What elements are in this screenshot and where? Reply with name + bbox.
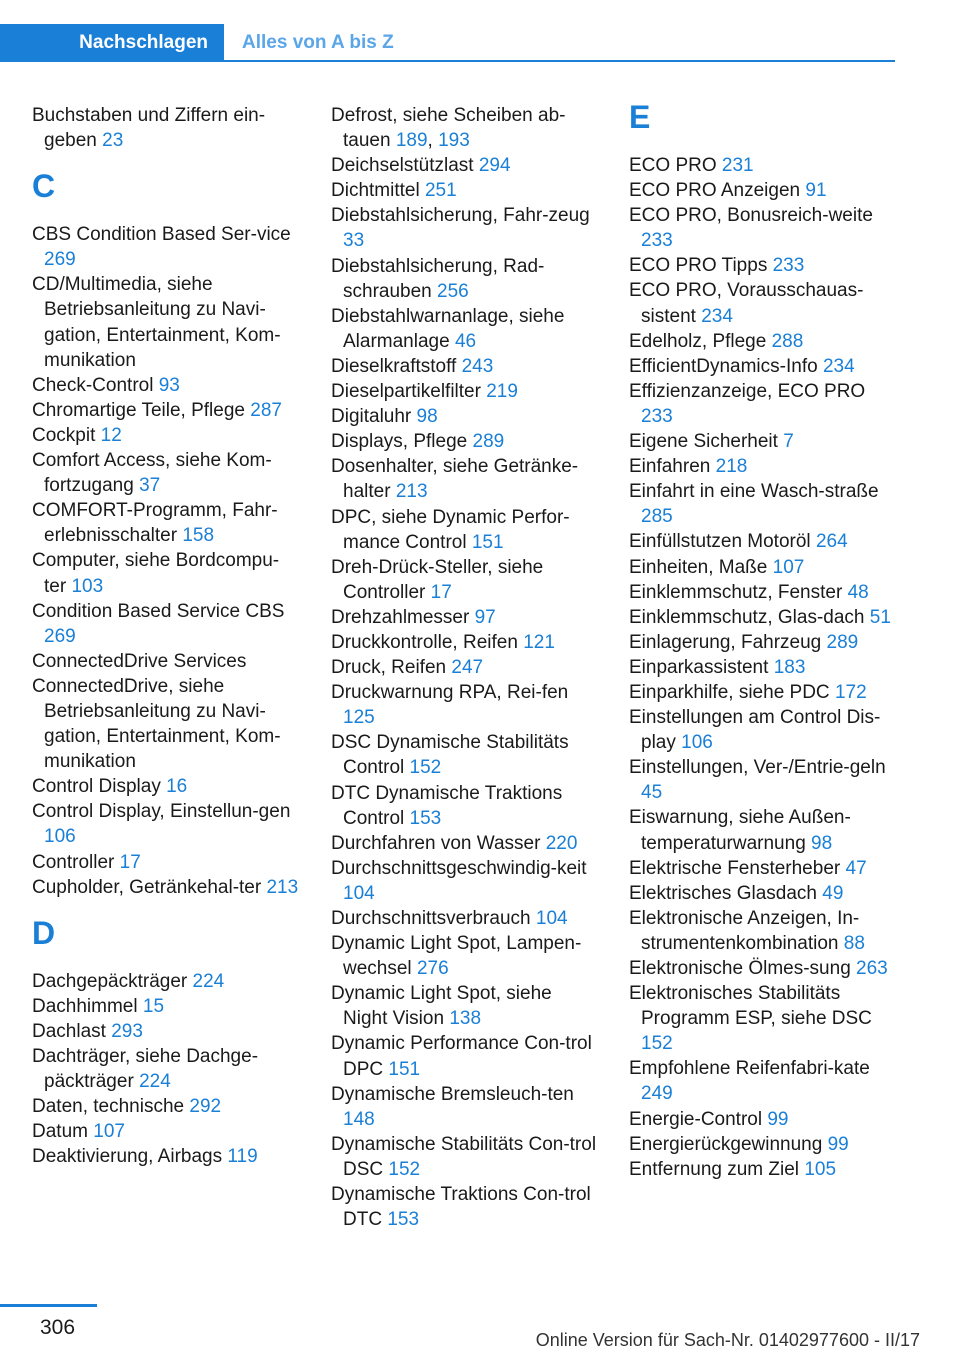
entry-term: Edelholz, Pflege bbox=[629, 330, 767, 352]
index-entry bbox=[331, 555, 599, 605]
entry-term: Dosenhalter, siehe Getränke-halter bbox=[331, 456, 579, 503]
index-entry bbox=[32, 1144, 300, 1169]
page-link[interactable]: 243 bbox=[461, 355, 494, 377]
page-link[interactable]: 213 bbox=[395, 481, 428, 503]
page-link[interactable]: 119 bbox=[227, 1146, 258, 1168]
page-link[interactable]: 151 bbox=[388, 1058, 421, 1080]
entry-term: Druckkontrolle, Reifen bbox=[331, 631, 518, 653]
page-link[interactable]: 247 bbox=[451, 657, 484, 679]
index-entry bbox=[629, 605, 897, 630]
entry-term: Controller bbox=[32, 851, 115, 873]
index-entry bbox=[331, 856, 599, 906]
page-link[interactable]: 292 bbox=[189, 1096, 222, 1118]
online-version-note: Online Version für Sach-Nr. 01402977600 - II/17 bbox=[535, 1330, 920, 1350]
page-link[interactable]: 233 bbox=[641, 405, 673, 427]
entry-term: Dichtmittel bbox=[331, 180, 420, 202]
index-entry bbox=[32, 423, 300, 448]
tab-nachschlagen[interactable]: Nachschlagen bbox=[0, 24, 224, 62]
page-link[interactable]: 107 bbox=[93, 1121, 125, 1143]
page-link[interactable]: 104 bbox=[535, 908, 568, 929]
index-entry bbox=[331, 454, 599, 504]
entry-term: Elektronische Anzeigen, In-strumentenkombination bbox=[629, 907, 860, 954]
entry-term: Druckwarnung RPA, Rei-fen bbox=[331, 682, 569, 704]
entry-term: Einfüllstutzen Motoröl bbox=[629, 531, 811, 553]
entry-term: Control Display bbox=[32, 776, 161, 798]
index-entry bbox=[32, 398, 300, 423]
entry-term: Defrost, siehe Scheiben ab-tauen bbox=[331, 105, 566, 152]
entry-term: DTC Dynamische Traktions Control bbox=[331, 782, 563, 829]
index-entry bbox=[629, 956, 897, 981]
page-link[interactable]: 138 bbox=[449, 1008, 482, 1030]
entry-term: Entfernung zum Ziel bbox=[629, 1158, 800, 1180]
page-link[interactable]: 287 bbox=[250, 399, 282, 421]
entry-term: Dynamische Traktions Con-trol DTC bbox=[331, 1184, 591, 1231]
page-link[interactable]: 7 bbox=[783, 431, 794, 453]
index-entry bbox=[32, 774, 300, 799]
page-link[interactable]: 256 bbox=[437, 280, 469, 302]
index-entry bbox=[331, 981, 599, 1031]
entry-term: Eiswarnung, siehe Außen-temperaturwarnung bbox=[629, 807, 851, 854]
index-entry bbox=[629, 655, 897, 680]
entry-term: Dieselkraftstoff bbox=[331, 355, 457, 377]
page-link[interactable]: 269 bbox=[44, 625, 76, 647]
page-link[interactable]: 189 bbox=[395, 130, 428, 152]
index-entry bbox=[629, 1132, 897, 1157]
index-entry bbox=[331, 379, 599, 404]
index-entry: Defrost, siehe Scheiben ab-tauen 189, 193 bbox=[331, 105, 566, 152]
page-link[interactable]: 15 bbox=[142, 995, 165, 1017]
entry-term: Deichselstützlast bbox=[331, 155, 474, 177]
index-entry bbox=[331, 1031, 599, 1081]
page-link[interactable]: 12 bbox=[100, 424, 122, 446]
index-entry bbox=[331, 906, 599, 931]
index-entry bbox=[331, 203, 599, 253]
page-link[interactable]: 233 bbox=[772, 255, 805, 277]
index-column-1 bbox=[32, 103, 300, 1169]
page-link[interactable]: 106 bbox=[44, 826, 76, 848]
index-entry bbox=[629, 379, 897, 429]
entry-term: Chromartige Teile, Pflege bbox=[32, 399, 245, 421]
entry-term: Einfahren bbox=[629, 456, 711, 478]
entry-term: Comfort Access, siehe Kom-fortzugang bbox=[32, 450, 272, 497]
page-link[interactable]: 151 bbox=[471, 531, 504, 553]
index-entry bbox=[32, 994, 300, 1019]
index-entry bbox=[629, 1107, 897, 1132]
index-entry bbox=[629, 253, 897, 278]
page-link[interactable]: 231 bbox=[721, 155, 754, 176]
index-entry bbox=[629, 881, 897, 906]
index-entry bbox=[32, 1019, 300, 1044]
page-link[interactable]: 46 bbox=[454, 330, 477, 352]
index-entry bbox=[629, 1157, 897, 1182]
page-link[interactable]: 99 bbox=[827, 1133, 849, 1155]
entry-term: Durchschnittsverbrauch bbox=[331, 908, 531, 929]
entry-term: Dynamische Stabilitäts Con-trol DSC bbox=[331, 1133, 597, 1180]
index-entry bbox=[331, 178, 599, 203]
page-link[interactable]: 264 bbox=[815, 531, 848, 553]
page-link[interactable]: 33 bbox=[343, 230, 365, 252]
index-entry bbox=[629, 329, 897, 354]
page-link[interactable]: 153 bbox=[409, 807, 442, 829]
index-entry bbox=[629, 805, 897, 855]
index-entry bbox=[629, 454, 897, 479]
page-link[interactable]: 104 bbox=[343, 882, 375, 904]
entry-term: Elektrisches Glasdach bbox=[629, 882, 817, 904]
index-entry bbox=[331, 655, 599, 680]
entry-term: Effizienzanzeige, ECO PRO bbox=[629, 380, 866, 402]
page-link[interactable]: 219 bbox=[486, 381, 518, 403]
page-header bbox=[0, 24, 895, 62]
page-link[interactable]: 153 bbox=[387, 1209, 420, 1231]
index-entry bbox=[32, 674, 300, 774]
entry-term: Diebstahlsicherung, Fahr-zeug bbox=[331, 205, 590, 227]
page-link[interactable]: 45 bbox=[641, 782, 663, 804]
index-entry bbox=[32, 272, 300, 372]
page-link[interactable]: 105 bbox=[804, 1158, 837, 1180]
section-letter: E bbox=[629, 99, 651, 135]
entry-term: Dachlast bbox=[32, 1020, 106, 1042]
index-entry bbox=[331, 630, 599, 655]
page-link[interactable]: 88 bbox=[843, 932, 865, 954]
entry-term: Dynamic Light Spot, Lampen-wechsel bbox=[331, 933, 582, 980]
page-link[interactable]: 249 bbox=[641, 1083, 673, 1105]
index-entry bbox=[331, 1132, 599, 1182]
index-entry bbox=[331, 931, 599, 981]
entry-term: Dieselpartikelfilter bbox=[331, 381, 481, 403]
index-entry bbox=[629, 429, 897, 454]
entry-term: Einfahrt in eine Wasch-straße bbox=[629, 481, 879, 503]
page-link[interactable]: 148 bbox=[343, 1108, 375, 1130]
index-entry bbox=[629, 1056, 897, 1106]
entry-term: Einklemmschutz, Glas-dach bbox=[629, 606, 865, 628]
page-link[interactable]: 37 bbox=[139, 475, 161, 497]
entry-term: Cockpit bbox=[32, 424, 96, 446]
index-entry bbox=[331, 781, 599, 831]
page-link[interactable]: 220 bbox=[545, 832, 578, 854]
index-entry bbox=[629, 555, 897, 580]
index-entry bbox=[331, 1182, 599, 1232]
entry-term: CD/Multimedia, siehe Betriebsanleitung zu Navi-gation, Entertainment, Kom-munikation bbox=[32, 274, 281, 371]
index-entry bbox=[629, 278, 897, 328]
page-link[interactable]: 269 bbox=[44, 249, 76, 271]
entry-term: Energie-Control bbox=[629, 1108, 763, 1130]
index-entry bbox=[331, 404, 599, 429]
index-entry bbox=[629, 680, 897, 705]
entry-term: Diebstahlsicherung, Rad-schrauben bbox=[331, 255, 545, 302]
page-link[interactable]: 233 bbox=[641, 230, 673, 252]
entry-term: Dachträger, siehe Dachge-päckträger bbox=[32, 1046, 259, 1093]
page-link[interactable]: 234 bbox=[701, 305, 733, 327]
index-entry bbox=[32, 649, 300, 674]
entry-term: Eigene Sicherheit bbox=[629, 431, 778, 453]
index-entry bbox=[629, 153, 897, 178]
entry-term: Deaktivierung, Airbags bbox=[32, 1146, 223, 1168]
page-link[interactable]: 47 bbox=[845, 857, 867, 879]
index-entry bbox=[32, 498, 300, 548]
index-entry bbox=[629, 580, 897, 605]
entry-term: Elektronische Ölmes-sung bbox=[629, 958, 851, 979]
entry-term: Displays, Pflege bbox=[331, 431, 468, 453]
index-entry bbox=[32, 448, 300, 498]
index-entry bbox=[32, 548, 300, 598]
entry-term: ConnectedDrive, siehe Betriebsanleitung zu Navi-gation, Entertainment, Kom-munikation bbox=[32, 675, 281, 773]
page-link[interactable]: 193 bbox=[438, 130, 470, 152]
index-entry bbox=[629, 479, 897, 529]
page-link[interactable]: 49 bbox=[822, 882, 844, 904]
entry-term: ECO PRO bbox=[629, 155, 717, 176]
page-link[interactable]: 213 bbox=[266, 876, 299, 898]
index-entry bbox=[331, 354, 599, 379]
index-entry bbox=[331, 730, 599, 780]
page-link[interactable]: 294 bbox=[478, 155, 511, 177]
page-link[interactable]: 97 bbox=[474, 606, 496, 628]
entry-term: ECO PRO Anzeigen bbox=[629, 180, 801, 202]
entry-term: Check-Control bbox=[32, 374, 154, 396]
entry-term: ECO PRO, Bonusreich-weite bbox=[629, 205, 873, 227]
entry-term: Elektronisches Stabilitäts Programm ESP, siehe DSC bbox=[629, 983, 872, 1030]
entry-term: Dynamic Light Spot, siehe Night Vision bbox=[331, 983, 552, 1030]
index-entry bbox=[629, 630, 897, 655]
section-letter: C bbox=[32, 168, 56, 205]
page-number: 306 bbox=[40, 1316, 76, 1339]
page-link[interactable]: 218 bbox=[715, 456, 748, 478]
page-link[interactable]: 289 bbox=[472, 431, 505, 453]
entry-term: Dachgepäckträger bbox=[32, 970, 188, 992]
index-entry bbox=[32, 1119, 300, 1144]
page-link[interactable]: 16 bbox=[166, 776, 188, 798]
page-link[interactable]: 98 bbox=[416, 406, 438, 428]
entry-term: ConnectedDrive Services bbox=[32, 650, 247, 672]
index-entry bbox=[331, 153, 599, 178]
section-letter: D bbox=[32, 914, 56, 951]
index-entry bbox=[331, 304, 599, 354]
entry-term: ECO PRO, Vorausschauas-sistent bbox=[629, 280, 864, 327]
index-entry bbox=[331, 505, 599, 555]
page-link[interactable]: 288 bbox=[771, 330, 804, 352]
page-link[interactable]: 106 bbox=[681, 732, 713, 754]
entry-term: Elektrische Fensterheber bbox=[629, 857, 841, 879]
page-link[interactable]: 276 bbox=[416, 958, 449, 980]
page-link[interactable]: 293 bbox=[111, 1020, 143, 1042]
index-entry bbox=[331, 831, 599, 856]
entry-term: Drehzahlmesser bbox=[331, 606, 470, 628]
entry-term: ECO PRO Tipps bbox=[629, 255, 768, 277]
index-column-3 bbox=[629, 99, 897, 1182]
index-entry bbox=[32, 599, 300, 649]
page-link[interactable]: 93 bbox=[158, 374, 180, 396]
entry-term: Einlagerung, Fahrzeug bbox=[629, 631, 822, 653]
entry-term: Datum bbox=[32, 1121, 88, 1143]
index-entry bbox=[629, 981, 897, 1056]
index-entry bbox=[32, 222, 300, 272]
page-link[interactable]: 152 bbox=[641, 1033, 673, 1055]
entry-term: Dreh-Drück-Steller, siehe Controller bbox=[331, 556, 544, 603]
index-entry bbox=[331, 605, 599, 630]
page-link[interactable]: 107 bbox=[772, 556, 805, 578]
entry-term: Einheiten, Maße bbox=[629, 556, 768, 578]
page-link[interactable]: 263 bbox=[856, 958, 888, 979]
entry-term: DSC Dynamische Stabilitäts Control bbox=[331, 732, 569, 779]
page-link[interactable]: 51 bbox=[869, 606, 891, 628]
page-link[interactable]: 103 bbox=[71, 575, 104, 597]
index-entry bbox=[32, 103, 300, 153]
index-entry bbox=[629, 755, 897, 805]
entry-term: DPC, siehe Dynamic Perfor-mance Control bbox=[331, 506, 570, 553]
page-link[interactable]: 91 bbox=[805, 180, 827, 202]
index-entry bbox=[331, 680, 599, 730]
page-link[interactable]: 98 bbox=[811, 832, 833, 854]
entry-term: Durchschnittsgeschwindig-keit bbox=[331, 857, 587, 879]
index-entry bbox=[629, 856, 897, 881]
entry-term: Durchfahren von Wasser bbox=[331, 832, 541, 854]
page-link[interactable]: 172 bbox=[834, 681, 867, 703]
page-link[interactable]: 17 bbox=[119, 851, 141, 873]
entry-term: Condition Based Service CBS bbox=[32, 600, 285, 622]
entry-term: Digitaluhr bbox=[331, 406, 412, 428]
page-link[interactable]: 285 bbox=[641, 506, 673, 528]
entry-term: Einparkhilfe, siehe PDC bbox=[629, 681, 830, 703]
index-entry bbox=[32, 373, 300, 398]
page-link[interactable]: 224 bbox=[192, 970, 225, 992]
index-entry bbox=[629, 178, 897, 203]
index-entry bbox=[629, 529, 897, 554]
page-link[interactable]: 224 bbox=[139, 1071, 171, 1093]
entry-term: Diebstahlwarnanlage, siehe Alarmanlage bbox=[331, 305, 565, 352]
page-link[interactable]: 125 bbox=[343, 707, 375, 729]
index-entry bbox=[629, 354, 897, 379]
index-entry bbox=[629, 906, 897, 956]
page-link[interactable]: 158 bbox=[182, 525, 215, 547]
page-link[interactable]: 152 bbox=[409, 757, 442, 779]
entry-term: Computer, siehe Bordcompu-ter bbox=[32, 550, 280, 597]
index-column-2 bbox=[331, 103, 599, 1232]
index-entry bbox=[32, 850, 300, 875]
entry-term: Empfohlene Reifenfabri-kate bbox=[629, 1058, 870, 1080]
index-entry bbox=[32, 969, 300, 994]
page-link[interactable]: 152 bbox=[388, 1158, 421, 1180]
page-link[interactable]: 99 bbox=[767, 1108, 789, 1130]
entry-term: Einstellungen, Ver-/Entrie-geln bbox=[629, 757, 886, 779]
entry-term: Energierückgewinnung bbox=[629, 1133, 823, 1155]
index-entry bbox=[629, 203, 897, 253]
index-entry bbox=[32, 1044, 300, 1094]
entry-term: EfficientDynamics-Info bbox=[629, 355, 818, 377]
entry-term: CBS Condition Based Ser-vice bbox=[32, 224, 291, 246]
entry-term: Dynamic Performance Con-trol DPC bbox=[331, 1033, 592, 1080]
index-entry bbox=[331, 1082, 599, 1132]
entry-term: Daten, technische bbox=[32, 1096, 185, 1118]
tab-alles-von-a-bis-z[interactable]: Alles von A bis Z bbox=[242, 32, 394, 53]
index-entry bbox=[32, 799, 300, 849]
entry-term: Dachhimmel bbox=[32, 995, 138, 1017]
header-rule bbox=[0, 60, 895, 62]
index-entry bbox=[32, 1094, 300, 1119]
page-link[interactable]: 289 bbox=[826, 631, 859, 653]
footer-rule bbox=[0, 1304, 97, 1307]
entry-term: Dynamische Bremsleuch-ten bbox=[331, 1083, 574, 1105]
page-link[interactable]: 251 bbox=[424, 180, 457, 202]
entry-term: Buchstaben und Ziffern ein-geben bbox=[32, 105, 266, 152]
entry-term: Einstellungen am Control Dis-play bbox=[629, 707, 881, 754]
entry-term: Einklemmschutz, Fenster bbox=[629, 581, 843, 603]
page-link[interactable]: 17 bbox=[430, 581, 452, 603]
index-entry bbox=[629, 705, 897, 755]
page-link[interactable]: 234 bbox=[822, 355, 855, 377]
entry-term: Cupholder, Getränkehal-ter bbox=[32, 876, 262, 898]
entry-term: Einparkassistent bbox=[629, 656, 769, 678]
page-link[interactable]: 23 bbox=[102, 130, 124, 152]
page-link[interactable]: 121 bbox=[523, 631, 555, 653]
index-entry bbox=[331, 429, 599, 454]
entry-term: COMFORT-Programm, Fahr-erlebnisschalter bbox=[32, 500, 278, 547]
page-link[interactable]: 48 bbox=[847, 581, 869, 603]
entry-term: Control Display, Einstellun-gen bbox=[32, 801, 291, 823]
entry-term: Druck, Reifen bbox=[331, 657, 447, 679]
index-entry bbox=[331, 254, 599, 304]
index-entry bbox=[32, 875, 300, 900]
page-link[interactable]: 183 bbox=[773, 656, 806, 678]
